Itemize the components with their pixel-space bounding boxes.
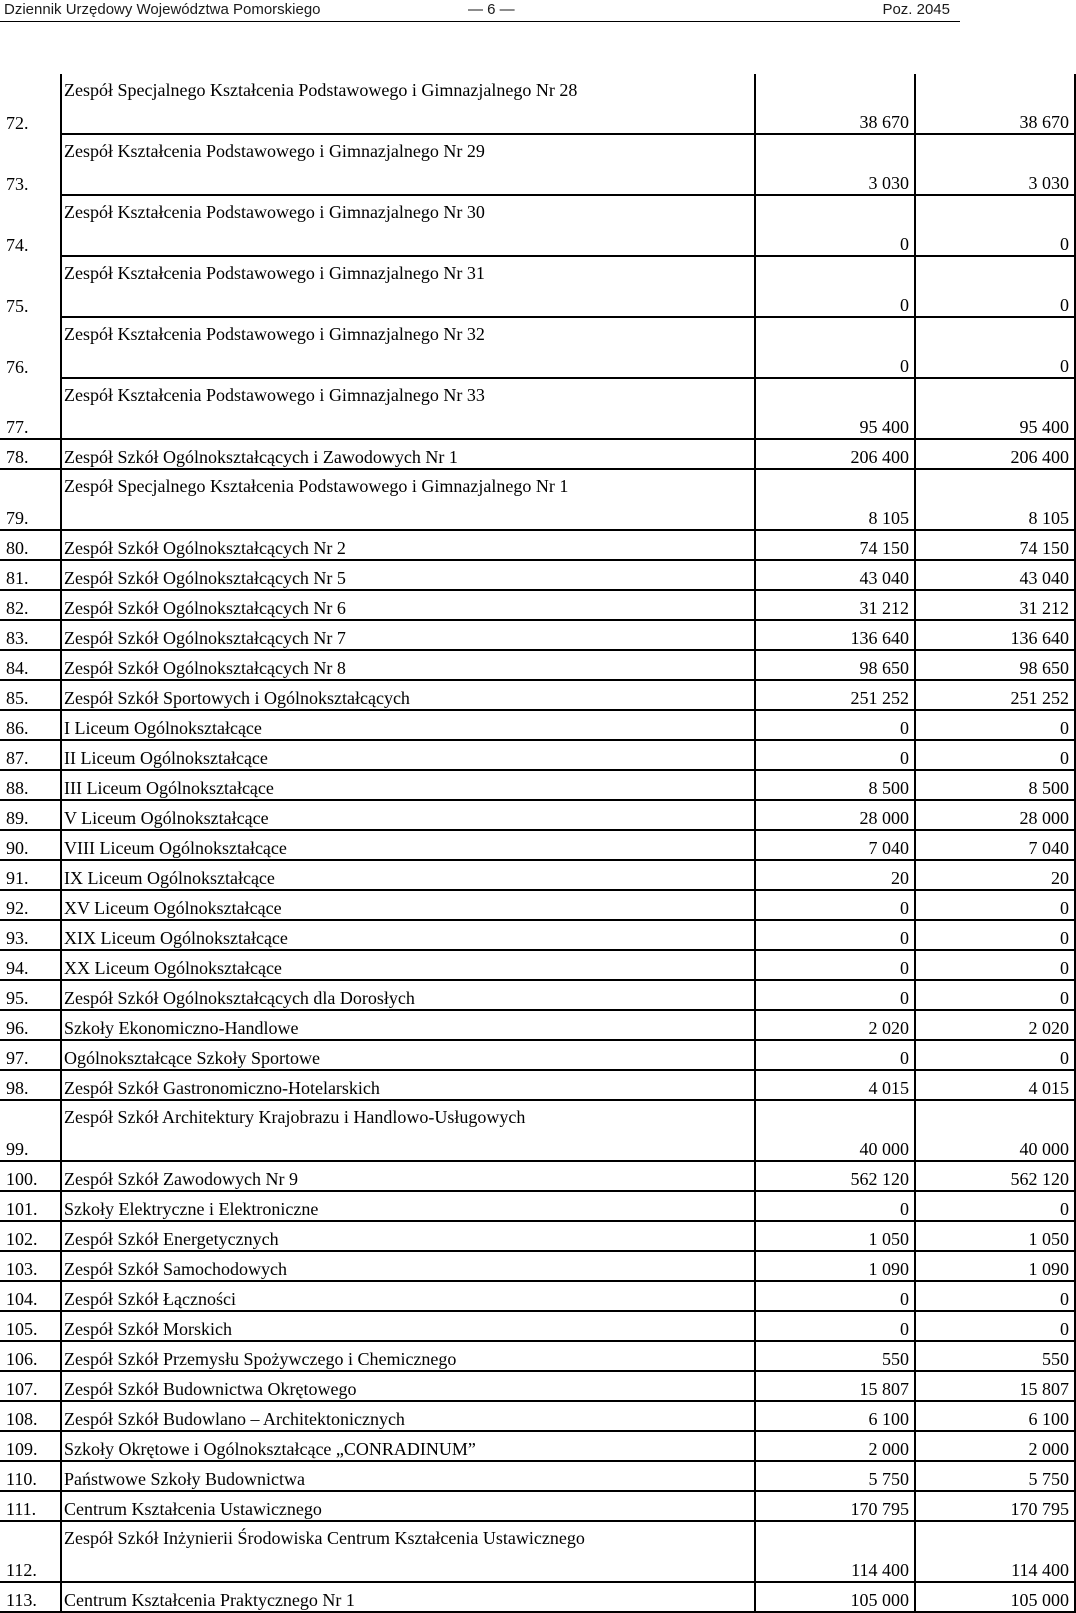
row-number: 76. (6, 357, 29, 377)
table-row (0, 590, 1075, 620)
amount-final: 0 (915, 980, 1075, 1010)
amount-planned: 38 670 (755, 74, 915, 134)
row-number: 77. (6, 417, 29, 437)
amount-planned: 2 000 (755, 1431, 915, 1461)
amount-final: 114 400 (915, 1521, 1075, 1582)
table-row (0, 1341, 1075, 1371)
table-row (0, 1191, 1075, 1221)
institution-name: II Liceum Ogólnokształcące (61, 740, 755, 770)
table-row (0, 195, 1075, 256)
amount-planned: 170 795 (755, 1491, 915, 1521)
table-row (0, 1010, 1075, 1040)
row-number: 72. (6, 113, 29, 133)
row-number: 106. (0, 1341, 61, 1371)
amount-final: 206 400 (915, 439, 1075, 469)
row-number: 111. (0, 1491, 61, 1521)
institution-name: XIX Liceum Ogólnokształcące (61, 920, 755, 950)
institution-name: III Liceum Ogólnokształcące (61, 770, 755, 800)
amount-planned: 114 400 (755, 1521, 915, 1582)
header-rule (0, 21, 960, 22)
table-row (0, 860, 1075, 890)
amount-final: 0 (915, 1311, 1075, 1341)
amount-final: 251 252 (915, 680, 1075, 710)
table-row (0, 1431, 1075, 1461)
row-number: 113. (0, 1582, 61, 1612)
amount-planned: 0 (755, 195, 915, 256)
institution-name: Zespół Szkół Ogólnokształcących Nr 7 (61, 620, 755, 650)
amount-planned: 31 212 (755, 590, 915, 620)
table-row (0, 1251, 1075, 1281)
amount-final: 74 150 (915, 530, 1075, 560)
row-number: 102. (0, 1221, 61, 1251)
amount-planned: 0 (755, 317, 915, 378)
institution-name: Zespół Szkół Budownictwa Okrętowego (61, 1371, 755, 1401)
row-number: 103. (0, 1251, 61, 1281)
table-row (0, 830, 1075, 860)
row-number: 96. (0, 1010, 61, 1040)
page-number: — 6 — (468, 1, 515, 18)
amount-planned: 1 090 (755, 1251, 915, 1281)
amount-final: 31 212 (915, 590, 1075, 620)
row-number: 74. (6, 235, 29, 255)
row-number: 100. (0, 1161, 61, 1191)
amount-planned: 0 (755, 1281, 915, 1311)
amount-planned: 15 807 (755, 1371, 915, 1401)
institution-name: Zespół Szkół Ogólnokształcących i Zawodowych Nr 1 (61, 439, 755, 469)
amount-planned: 0 (755, 1191, 915, 1221)
amount-planned: 0 (755, 950, 915, 980)
page-header (0, 0, 960, 22)
table-row (0, 1582, 1075, 1612)
amount-final: 0 (915, 890, 1075, 920)
amount-final: 43 040 (915, 560, 1075, 590)
amount-final: 5 750 (915, 1461, 1075, 1491)
institution-name: Zespół Szkół Ogólnokształcących dla Dorosłych (61, 980, 755, 1010)
row-number: 104. (0, 1281, 61, 1311)
row-number: 88. (0, 770, 61, 800)
row-number: 110. (0, 1461, 61, 1491)
amount-final: 2 020 (915, 1010, 1075, 1040)
amount-final: 6 100 (915, 1401, 1075, 1431)
amount-final: 0 (915, 920, 1075, 950)
amount-planned: 251 252 (755, 680, 915, 710)
row-number: 82. (0, 590, 61, 620)
institution-name: Zespół Szkół Morskich (61, 1311, 755, 1341)
amount-planned: 3 030 (755, 134, 915, 195)
amount-planned: 98 650 (755, 650, 915, 680)
amount-final: 1 090 (915, 1251, 1075, 1281)
table-row (0, 1161, 1075, 1191)
row-number: 101. (0, 1191, 61, 1221)
table-row (0, 1461, 1075, 1491)
table-row (0, 1221, 1075, 1251)
row-number: 73. (6, 174, 29, 194)
amount-final: 3 030 (915, 134, 1075, 195)
row-number: 85. (0, 680, 61, 710)
institution-name: Centrum Kształcenia Praktycznego Nr 1 (61, 1582, 755, 1612)
amount-final: 170 795 (915, 1491, 1075, 1521)
row-number: 107. (0, 1371, 61, 1401)
row-number: 92. (0, 890, 61, 920)
amount-final: 20 (915, 860, 1075, 890)
institution-name: Zespół Szkół Ogólnokształcących Nr 6 (61, 590, 755, 620)
amount-planned: 0 (755, 740, 915, 770)
table-row (0, 620, 1075, 650)
amount-final: 1 050 (915, 1221, 1075, 1251)
amount-final: 8 500 (915, 770, 1075, 800)
institution-name: Zespół Kształcenia Podstawowego i Gimnazjalnego Nr 32 (61, 317, 755, 378)
budget-table (0, 74, 1076, 1613)
table-row (0, 950, 1075, 980)
row-number: 78. (0, 439, 61, 469)
table-row (0, 920, 1075, 950)
table-row (0, 1491, 1075, 1521)
row-number: 79. (6, 508, 29, 528)
amount-final: 38 670 (915, 74, 1075, 134)
institution-name: Szkoły Elektryczne i Elektroniczne (61, 1191, 755, 1221)
amount-final: 562 120 (915, 1161, 1075, 1191)
institution-name: XV Liceum Ogólnokształcące (61, 890, 755, 920)
row-number: 105. (0, 1311, 61, 1341)
table-row (0, 560, 1075, 590)
table-row (0, 1281, 1075, 1311)
amount-planned: 95 400 (755, 378, 915, 439)
amount-final: 7 040 (915, 830, 1075, 860)
row-number: 98. (0, 1070, 61, 1100)
amount-final: 105 000 (915, 1582, 1075, 1612)
amount-planned: 43 040 (755, 560, 915, 590)
table-row (0, 650, 1075, 680)
amount-planned: 1 050 (755, 1221, 915, 1251)
amount-planned: 0 (755, 256, 915, 317)
table-row (0, 1311, 1075, 1341)
table-row (0, 710, 1075, 740)
amount-planned: 8 500 (755, 770, 915, 800)
table-row (0, 980, 1075, 1010)
amount-final: 98 650 (915, 650, 1075, 680)
amount-final: 4 015 (915, 1070, 1075, 1100)
amount-planned: 40 000 (755, 1100, 915, 1161)
institution-name: I Liceum Ogólnokształcące (61, 710, 755, 740)
institution-name: Zespół Szkół Architektury Krajobrazu i Handlowo-Usługowych (61, 1100, 755, 1161)
amount-planned: 5 750 (755, 1461, 915, 1491)
row-number: 83. (0, 620, 61, 650)
institution-name: Zespół Szkół Ogólnokształcących Nr 5 (61, 560, 755, 590)
institution-name: Zespół Szkół Budowlano – Architektonicznych (61, 1401, 755, 1431)
table-row (0, 800, 1075, 830)
institution-name: Państwowe Szkoły Budownictwa (61, 1461, 755, 1491)
table-row (0, 1401, 1075, 1431)
institution-name: Zespół Szkół Samochodowych (61, 1251, 755, 1281)
table-row (0, 1040, 1075, 1070)
amount-planned: 550 (755, 1341, 915, 1371)
institution-name: Zespół Szkół Ogólnokształcących Nr 8 (61, 650, 755, 680)
amount-planned: 4 015 (755, 1070, 915, 1100)
amount-planned: 2 020 (755, 1010, 915, 1040)
row-number: 91. (0, 860, 61, 890)
table-row (0, 134, 1075, 195)
row-number: 80. (0, 530, 61, 560)
row-number: 90. (0, 830, 61, 860)
row-number: 99. (6, 1139, 29, 1159)
amount-final: 0 (915, 317, 1075, 378)
table-row (0, 740, 1075, 770)
institution-name: Zespół Kształcenia Podstawowego i Gimnazjalnego Nr 29 (61, 134, 755, 195)
institution-name: Zespół Szkół Sportowych i Ogólnokształcących (61, 680, 755, 710)
amount-final: 15 807 (915, 1371, 1075, 1401)
amount-planned: 136 640 (755, 620, 915, 650)
amount-final: 28 000 (915, 800, 1075, 830)
row-number: 109. (0, 1431, 61, 1461)
table-row (0, 680, 1075, 710)
amount-final: 0 (915, 1040, 1075, 1070)
table-row (0, 1070, 1075, 1100)
amount-final: 2 000 (915, 1431, 1075, 1461)
institution-name: Centrum Kształcenia Ustawicznego (61, 1491, 755, 1521)
institution-name: Zespół Kształcenia Podstawowego i Gimnazjalnego Nr 30 (61, 195, 755, 256)
row-number: 93. (0, 920, 61, 950)
table-row (0, 770, 1075, 800)
institution-name: XX Liceum Ogólnokształcące (61, 950, 755, 980)
institution-name: Zespół Kształcenia Podstawowego i Gimnazjalnego Nr 31 (61, 256, 755, 317)
table-row (0, 1100, 1075, 1161)
amount-planned: 0 (755, 890, 915, 920)
institution-name: Zespół Specjalnego Kształcenia Podstawowego i Gimnazjalnego Nr 28 (61, 74, 755, 134)
institution-name: IX Liceum Ogólnokształcące (61, 860, 755, 890)
table-row (0, 74, 1075, 134)
row-number: 84. (0, 650, 61, 680)
row-number: 89. (0, 800, 61, 830)
institution-name: Zespół Szkół Energetycznych (61, 1221, 755, 1251)
row-number: 81. (0, 560, 61, 590)
amount-planned: 74 150 (755, 530, 915, 560)
institution-name: Zespół Kształcenia Podstawowego i Gimnazjalnego Nr 33 (61, 378, 755, 439)
row-number: 108. (0, 1401, 61, 1431)
position-number: Poz. 2045 (882, 1, 950, 18)
amount-planned: 562 120 (755, 1161, 915, 1191)
row-number: 86. (0, 710, 61, 740)
budget-table-body (0, 74, 1075, 1612)
amount-final: 136 640 (915, 620, 1075, 650)
amount-planned: 0 (755, 1311, 915, 1341)
amount-final: 95 400 (915, 378, 1075, 439)
amount-final: 0 (915, 195, 1075, 256)
table-row (0, 256, 1075, 317)
amount-planned: 105 000 (755, 1582, 915, 1612)
institution-name: Szkoły Okrętowe i Ogólnokształcące „CONRADINUM” (61, 1431, 755, 1461)
row-number: 87. (0, 740, 61, 770)
table-row (0, 469, 1075, 530)
institution-name: Zespół Specjalnego Kształcenia Podstawowego i Gimnazjalnego Nr 1 (61, 469, 755, 530)
institution-name: Zespół Szkół Zawodowych Nr 9 (61, 1161, 755, 1191)
amount-final: 40 000 (915, 1100, 1075, 1161)
institution-name: VIII Liceum Ogólnokształcące (61, 830, 755, 860)
row-number: 94. (0, 950, 61, 980)
amount-planned: 206 400 (755, 439, 915, 469)
table-row (0, 890, 1075, 920)
amount-planned: 6 100 (755, 1401, 915, 1431)
amount-planned: 0 (755, 710, 915, 740)
amount-final: 550 (915, 1341, 1075, 1371)
institution-name: Szkoły Ekonomiczno-Handlowe (61, 1010, 755, 1040)
amount-final: 0 (915, 740, 1075, 770)
amount-final: 0 (915, 710, 1075, 740)
institution-name: Zespół Szkół Ogólnokształcących Nr 2 (61, 530, 755, 560)
amount-planned: 7 040 (755, 830, 915, 860)
amount-final: 0 (915, 1281, 1075, 1311)
institution-name: Zespół Szkół Gastronomiczno-Hotelarskich (61, 1070, 755, 1100)
table-row (0, 317, 1075, 378)
institution-name: Zespół Szkół Łączności (61, 1281, 755, 1311)
amount-final: 0 (915, 950, 1075, 980)
institution-name: Ogólnokształcące Szkoły Sportowe (61, 1040, 755, 1070)
amount-planned: 0 (755, 980, 915, 1010)
table-row (0, 1371, 1075, 1401)
row-number: 112. (6, 1560, 37, 1580)
row-number: 97. (0, 1040, 61, 1070)
amount-final: 0 (915, 1191, 1075, 1221)
institution-name: Zespół Szkół Przemysłu Spożywczego i Chemicznego (61, 1341, 755, 1371)
amount-final: 8 105 (915, 469, 1075, 530)
amount-planned: 20 (755, 860, 915, 890)
table-row (0, 378, 1075, 439)
amount-planned: 28 000 (755, 800, 915, 830)
journal-title: Dziennik Urzędowy Województwa Pomorskiego (4, 1, 321, 18)
amount-planned: 8 105 (755, 469, 915, 530)
table-row (0, 530, 1075, 560)
institution-name: V Liceum Ogólnokształcące (61, 800, 755, 830)
table-row (0, 1521, 1075, 1582)
row-number: 75. (6, 296, 29, 316)
institution-name: Zespół Szkół Inżynierii Środowiska Centrum Kształcenia Ustawicznego (61, 1521, 755, 1582)
row-number: 95. (0, 980, 61, 1010)
amount-final: 0 (915, 256, 1075, 317)
table-row (0, 439, 1075, 469)
amount-planned: 0 (755, 920, 915, 950)
amount-planned: 0 (755, 1040, 915, 1070)
